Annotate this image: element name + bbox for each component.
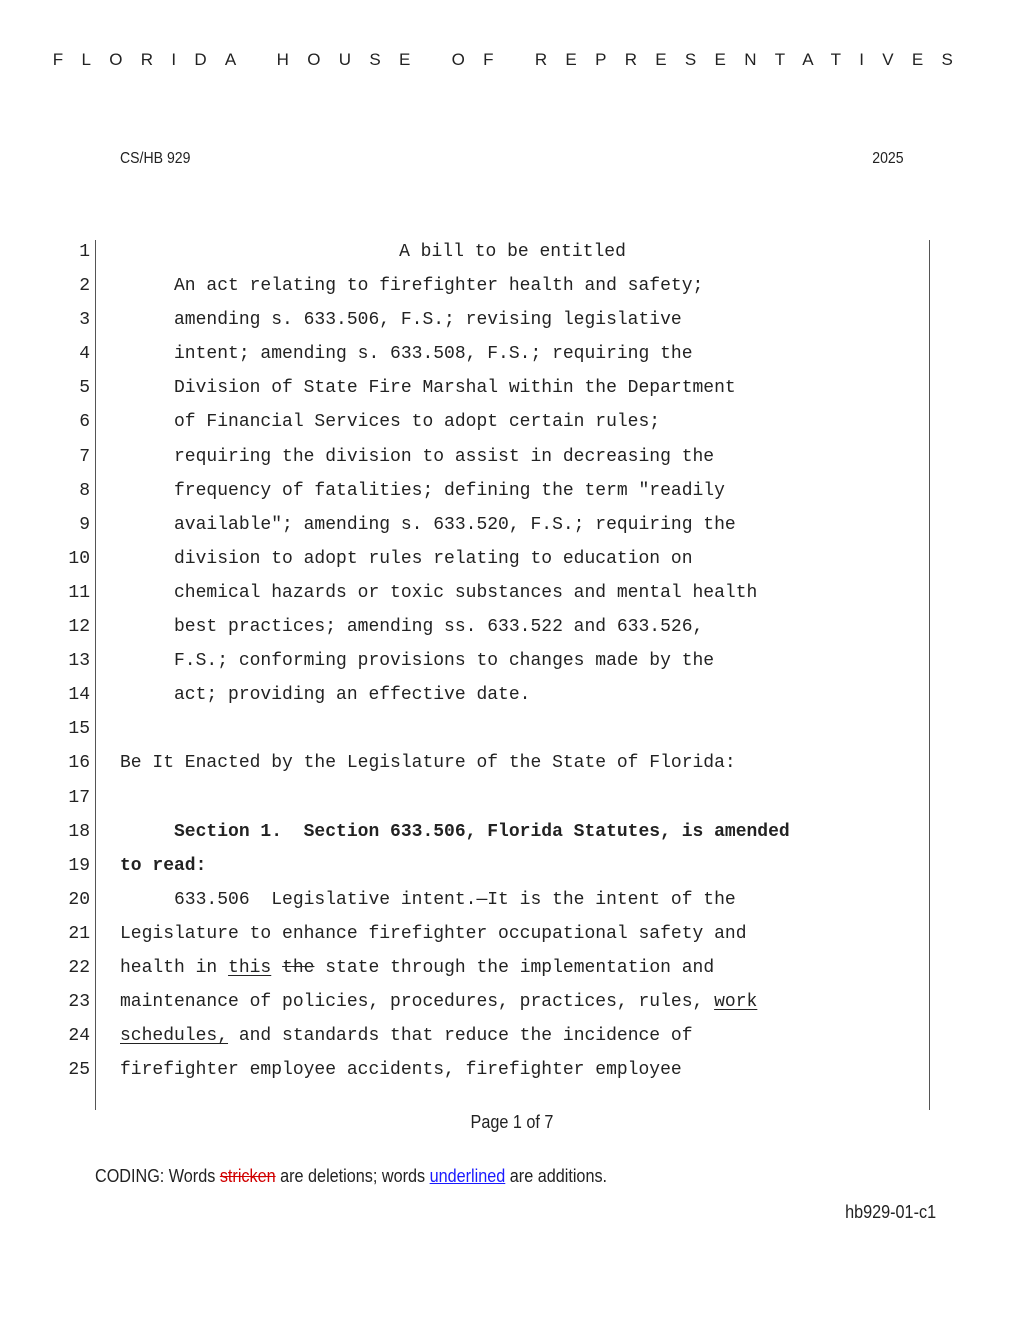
bill-line bbox=[0, 304, 1024, 338]
line-number: 23 bbox=[68, 992, 90, 1013]
text-segment: maintenance of policies, procedures, practices, rules, bbox=[120, 992, 715, 1013]
line-text bbox=[120, 822, 790, 842]
line-text bbox=[120, 481, 725, 501]
coding-middle: are deletions; words bbox=[275, 1166, 430, 1186]
bill-line bbox=[0, 475, 1024, 509]
coding-prefix: CODING: Words bbox=[95, 1166, 220, 1186]
bill-line bbox=[0, 986, 1024, 1020]
bill-line bbox=[0, 918, 1024, 952]
coding-suffix: are additions. bbox=[505, 1166, 608, 1186]
line-text bbox=[120, 378, 736, 398]
text-segment: health in bbox=[120, 957, 229, 978]
line-text bbox=[120, 890, 736, 910]
line-number: 8 bbox=[79, 480, 90, 501]
line-number: 17 bbox=[68, 787, 90, 808]
bill-line bbox=[0, 1020, 1024, 1054]
line-number: 21 bbox=[68, 923, 90, 944]
line-number: 5 bbox=[79, 378, 90, 399]
bill-line bbox=[0, 270, 1024, 304]
line-text bbox=[120, 753, 736, 773]
text-segment: Section 1. Section 633.506, Florida Statutes, is amended bbox=[120, 821, 790, 842]
text-segment: Legislature to enhance firefighter occupational safety and bbox=[120, 923, 747, 944]
text-segment: F.S.; conforming provisions to changes made by the bbox=[120, 651, 715, 672]
document-code: hb929-01-c1 bbox=[845, 1202, 936, 1222]
line-text bbox=[120, 583, 757, 603]
coding-legend bbox=[95, 1166, 607, 1187]
bill-line bbox=[0, 509, 1024, 543]
line-number: 7 bbox=[79, 446, 90, 467]
line-number: 24 bbox=[68, 1026, 90, 1047]
bill-line bbox=[0, 236, 1024, 270]
bill-line bbox=[0, 645, 1024, 679]
bill-line bbox=[0, 338, 1024, 372]
line-text bbox=[120, 617, 703, 637]
line-number: 11 bbox=[68, 582, 90, 603]
bill-line bbox=[0, 713, 1024, 747]
line-number: 1 bbox=[79, 242, 90, 262]
text-segment: and standards that reduce the incidence of bbox=[228, 1026, 693, 1047]
line-text bbox=[120, 412, 660, 432]
bill-line bbox=[0, 372, 1024, 406]
line-number: 6 bbox=[79, 412, 90, 433]
text-segment: available"; amending s. 633.520, F.S.; requiring the bbox=[120, 514, 736, 535]
coding-stricken-sample: stricken bbox=[219, 1166, 276, 1186]
text-segment: best practices; amending ss. 633.522 and 633.526, bbox=[120, 617, 704, 638]
text-segment: state through the implementation and bbox=[314, 957, 715, 978]
text-segment: 633.506 Legislative intent.—It is the intent of the bbox=[120, 889, 736, 910]
line-number: 20 bbox=[68, 889, 90, 910]
text-segment: of Financial Services to adopt certain rules; bbox=[120, 412, 661, 433]
line-text bbox=[120, 1060, 682, 1080]
text-segment: act; providing an effective date. bbox=[120, 685, 531, 706]
text-segment bbox=[271, 958, 282, 978]
line-text bbox=[120, 958, 714, 978]
line-text bbox=[120, 310, 682, 330]
text-segment: An act relating to firefighter health and safety; bbox=[120, 276, 704, 297]
bill-line bbox=[0, 577, 1024, 611]
line-number: 12 bbox=[68, 617, 90, 638]
bill-line bbox=[0, 747, 1024, 781]
text-segment: chemical hazards or toxic substances and mental health bbox=[120, 582, 758, 603]
line-number: 15 bbox=[68, 719, 90, 740]
text-segment: division to adopt rules relating to education on bbox=[120, 548, 693, 569]
bill-line bbox=[0, 782, 1024, 816]
line-text bbox=[120, 276, 703, 296]
line-number: 18 bbox=[68, 821, 90, 842]
bill-line bbox=[0, 816, 1024, 850]
line-text bbox=[120, 992, 757, 1012]
text-segment: intent; amending s. 633.508, F.S.; requiring the bbox=[120, 344, 693, 365]
bill-text-body bbox=[0, 236, 1024, 1088]
bill-line bbox=[0, 952, 1024, 986]
line-number: 4 bbox=[79, 344, 90, 365]
bill-year: 2025 bbox=[872, 150, 904, 167]
line-text bbox=[120, 924, 747, 944]
line-number: 19 bbox=[68, 855, 90, 876]
added-text: schedules, bbox=[120, 1026, 229, 1047]
text-segment: frequency of fatalities; defining the term "readily bbox=[120, 480, 725, 501]
text-segment: to read: bbox=[120, 855, 207, 876]
line-number: 22 bbox=[68, 957, 90, 978]
bill-line bbox=[0, 884, 1024, 918]
line-number: 13 bbox=[68, 651, 90, 672]
bill-line bbox=[0, 406, 1024, 440]
line-text bbox=[120, 685, 530, 705]
chamber-masthead: FLORIDA HOUSE OF REPRESENTATIVES bbox=[52, 50, 972, 69]
bill-line bbox=[0, 1054, 1024, 1088]
line-number: 25 bbox=[68, 1060, 90, 1081]
text-segment: amending s. 633.506, F.S.; revising legislative bbox=[120, 310, 682, 331]
added-text: work bbox=[714, 992, 758, 1013]
text-segment: Be It Enacted by the Legislature of the State of Florida: bbox=[120, 753, 736, 774]
line-text bbox=[120, 515, 736, 535]
line-text bbox=[120, 1026, 693, 1046]
line-text bbox=[120, 651, 714, 671]
line-text bbox=[120, 549, 693, 569]
bill-line bbox=[0, 543, 1024, 577]
page-number: Page 1 of 7 bbox=[470, 1112, 554, 1132]
line-number: 16 bbox=[68, 753, 90, 774]
line-text bbox=[96, 242, 929, 262]
coding-underlined-sample: underlined bbox=[429, 1166, 506, 1186]
bill-line bbox=[0, 611, 1024, 645]
line-number: 14 bbox=[68, 685, 90, 706]
bill-id: CS/HB 929 bbox=[120, 150, 191, 167]
bill-line bbox=[0, 679, 1024, 713]
line-text bbox=[120, 856, 206, 876]
text-segment: Division of State Fire Marshal within the Department bbox=[120, 378, 736, 399]
line-number: 2 bbox=[79, 276, 90, 297]
bill-line bbox=[0, 441, 1024, 475]
line-number: 9 bbox=[79, 514, 90, 535]
text-segment: requiring the division to assist in decreasing the bbox=[120, 446, 715, 467]
line-text bbox=[120, 344, 693, 364]
line-text bbox=[120, 447, 714, 467]
bill-line bbox=[0, 850, 1024, 884]
deleted-text: the bbox=[282, 957, 315, 978]
added-text: this bbox=[228, 957, 272, 978]
text-segment: firefighter employee accidents, firefighter employee bbox=[120, 1060, 682, 1081]
line-number: 3 bbox=[79, 310, 90, 331]
text-segment: A bill to be entitled bbox=[399, 242, 626, 262]
line-number: 10 bbox=[68, 548, 90, 569]
